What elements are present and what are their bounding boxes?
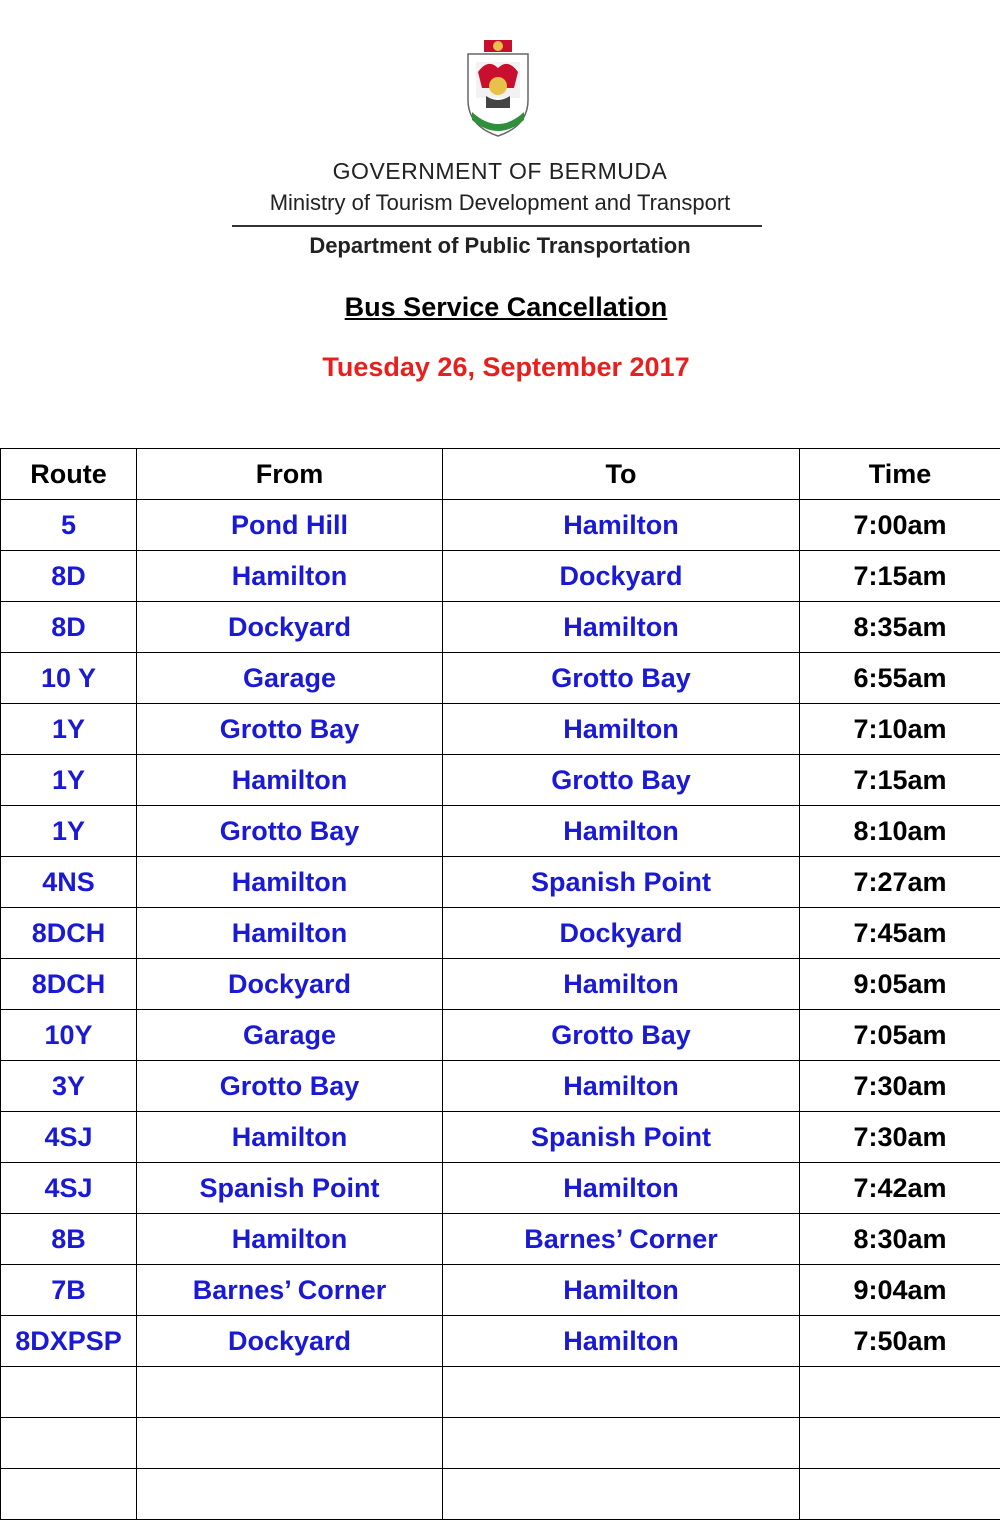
to-cell: Spanish Point	[443, 857, 800, 908]
time-cell: 7:15am	[800, 551, 1000, 602]
time-cell	[800, 1469, 1000, 1520]
from-cell: Dockyard	[137, 602, 443, 653]
route-cell: 4SJ	[1, 1112, 137, 1163]
time-cell: 7:30am	[800, 1112, 1000, 1163]
route-cell: 8D	[1, 551, 137, 602]
from-cell	[137, 1367, 443, 1418]
header-to: To	[443, 449, 800, 500]
time-cell: 7:50am	[800, 1316, 1000, 1367]
time-cell	[800, 1367, 1000, 1418]
from-cell: Grotto Bay	[137, 1061, 443, 1112]
header-from: From	[137, 449, 443, 500]
route-cell	[1, 1469, 137, 1520]
table-row	[1, 1418, 1000, 1469]
table-row	[1, 653, 1000, 704]
time-cell: 7:45am	[800, 908, 1000, 959]
time-cell: 7:10am	[800, 704, 1000, 755]
time-cell: 6:55am	[800, 653, 1000, 704]
table-row	[1, 1367, 1000, 1418]
time-cell: 7:05am	[800, 1010, 1000, 1061]
table-row	[1, 1265, 1000, 1316]
time-cell: 7:15am	[800, 755, 1000, 806]
table-row	[1, 755, 1000, 806]
to-cell: Grotto Bay	[443, 755, 800, 806]
route-cell: 10Y	[1, 1010, 137, 1061]
route-cell: 8DCH	[1, 908, 137, 959]
bermuda-coat-of-arms-icon	[462, 38, 534, 140]
route-cell: 8B	[1, 1214, 137, 1265]
to-cell	[443, 1469, 800, 1520]
to-cell: Grotto Bay	[443, 1010, 800, 1061]
route-cell: 8DXPSP	[1, 1316, 137, 1367]
from-cell: Hamilton	[137, 1214, 443, 1265]
time-cell: 7:00am	[800, 500, 1000, 551]
time-cell: 8:30am	[800, 1214, 1000, 1265]
time-cell	[800, 1418, 1000, 1469]
to-cell: Hamilton	[443, 1163, 800, 1214]
route-cell: 8DCH	[1, 959, 137, 1010]
from-cell: Hamilton	[137, 857, 443, 908]
from-cell: Hamilton	[137, 551, 443, 602]
from-cell: Hamilton	[137, 755, 443, 806]
to-cell: Spanish Point	[443, 1112, 800, 1163]
to-cell: Hamilton	[443, 500, 800, 551]
table-row	[1, 1112, 1000, 1163]
from-cell: Hamilton	[137, 908, 443, 959]
cancellation-table	[0, 448, 1000, 1520]
to-cell	[443, 1367, 800, 1418]
from-cell: Grotto Bay	[137, 806, 443, 857]
table-row	[1, 908, 1000, 959]
header-time: Time	[800, 449, 1000, 500]
header-divider	[232, 225, 762, 227]
table-row	[1, 1316, 1000, 1367]
to-cell	[443, 1418, 800, 1469]
from-cell: Garage	[137, 1010, 443, 1061]
route-cell: 4NS	[1, 857, 137, 908]
ministry-name: Ministry of Tourism Development and Transport	[269, 190, 731, 215]
department-name: Department of Public Transportation	[309, 233, 691, 258]
table-row	[1, 857, 1000, 908]
route-cell: 8D	[1, 602, 137, 653]
table-header-row	[1, 449, 1000, 500]
time-cell: 8:35am	[800, 602, 1000, 653]
from-cell: Hamilton	[137, 1112, 443, 1163]
from-cell: Barnes’ Corner	[137, 1265, 443, 1316]
route-cell: 10 Y	[1, 653, 137, 704]
table-row	[1, 602, 1000, 653]
route-cell: 1Y	[1, 755, 137, 806]
time-cell: 9:05am	[800, 959, 1000, 1010]
table-row	[1, 959, 1000, 1010]
route-cell: 1Y	[1, 806, 137, 857]
to-cell: Dockyard	[443, 551, 800, 602]
to-cell: Hamilton	[443, 1061, 800, 1112]
to-cell: Hamilton	[443, 806, 800, 857]
route-cell	[1, 1367, 137, 1418]
route-cell: 4SJ	[1, 1163, 137, 1214]
from-cell: Spanish Point	[137, 1163, 443, 1214]
table-row	[1, 1061, 1000, 1112]
to-cell: Grotto Bay	[443, 653, 800, 704]
time-cell: 7:42am	[800, 1163, 1000, 1214]
from-cell: Garage	[137, 653, 443, 704]
table-row	[1, 500, 1000, 551]
to-cell: Hamilton	[443, 1316, 800, 1367]
time-cell: 8:10am	[800, 806, 1000, 857]
to-cell: Barnes’ Corner	[443, 1214, 800, 1265]
to-cell: Hamilton	[443, 602, 800, 653]
table-row	[1, 1469, 1000, 1520]
to-cell: Hamilton	[443, 959, 800, 1010]
to-cell: Dockyard	[443, 908, 800, 959]
from-cell: Grotto Bay	[137, 704, 443, 755]
table-row	[1, 1010, 1000, 1061]
header-route: Route	[1, 449, 137, 500]
to-cell: Hamilton	[443, 1265, 800, 1316]
from-cell: Pond Hill	[137, 500, 443, 551]
table-row	[1, 704, 1000, 755]
from-cell: Dockyard	[137, 959, 443, 1010]
time-cell: 7:27am	[800, 857, 1000, 908]
from-cell	[137, 1418, 443, 1469]
table-row	[1, 551, 1000, 602]
notice-date: Tuesday 26, September 2017	[322, 352, 690, 382]
table-row	[1, 806, 1000, 857]
route-cell: 1Y	[1, 704, 137, 755]
table-row	[1, 1163, 1000, 1214]
government-name: GOVERNMENT OF BERMUDA	[332, 158, 668, 184]
notice-title: Bus Service Cancellation	[344, 292, 668, 322]
table-row	[1, 1214, 1000, 1265]
from-cell: Dockyard	[137, 1316, 443, 1367]
route-cell: 7B	[1, 1265, 137, 1316]
time-cell: 7:30am	[800, 1061, 1000, 1112]
route-cell: 5	[1, 500, 137, 551]
route-cell: 3Y	[1, 1061, 137, 1112]
from-cell	[137, 1469, 443, 1520]
route-cell	[1, 1418, 137, 1469]
time-cell: 9:04am	[800, 1265, 1000, 1316]
to-cell: Hamilton	[443, 704, 800, 755]
